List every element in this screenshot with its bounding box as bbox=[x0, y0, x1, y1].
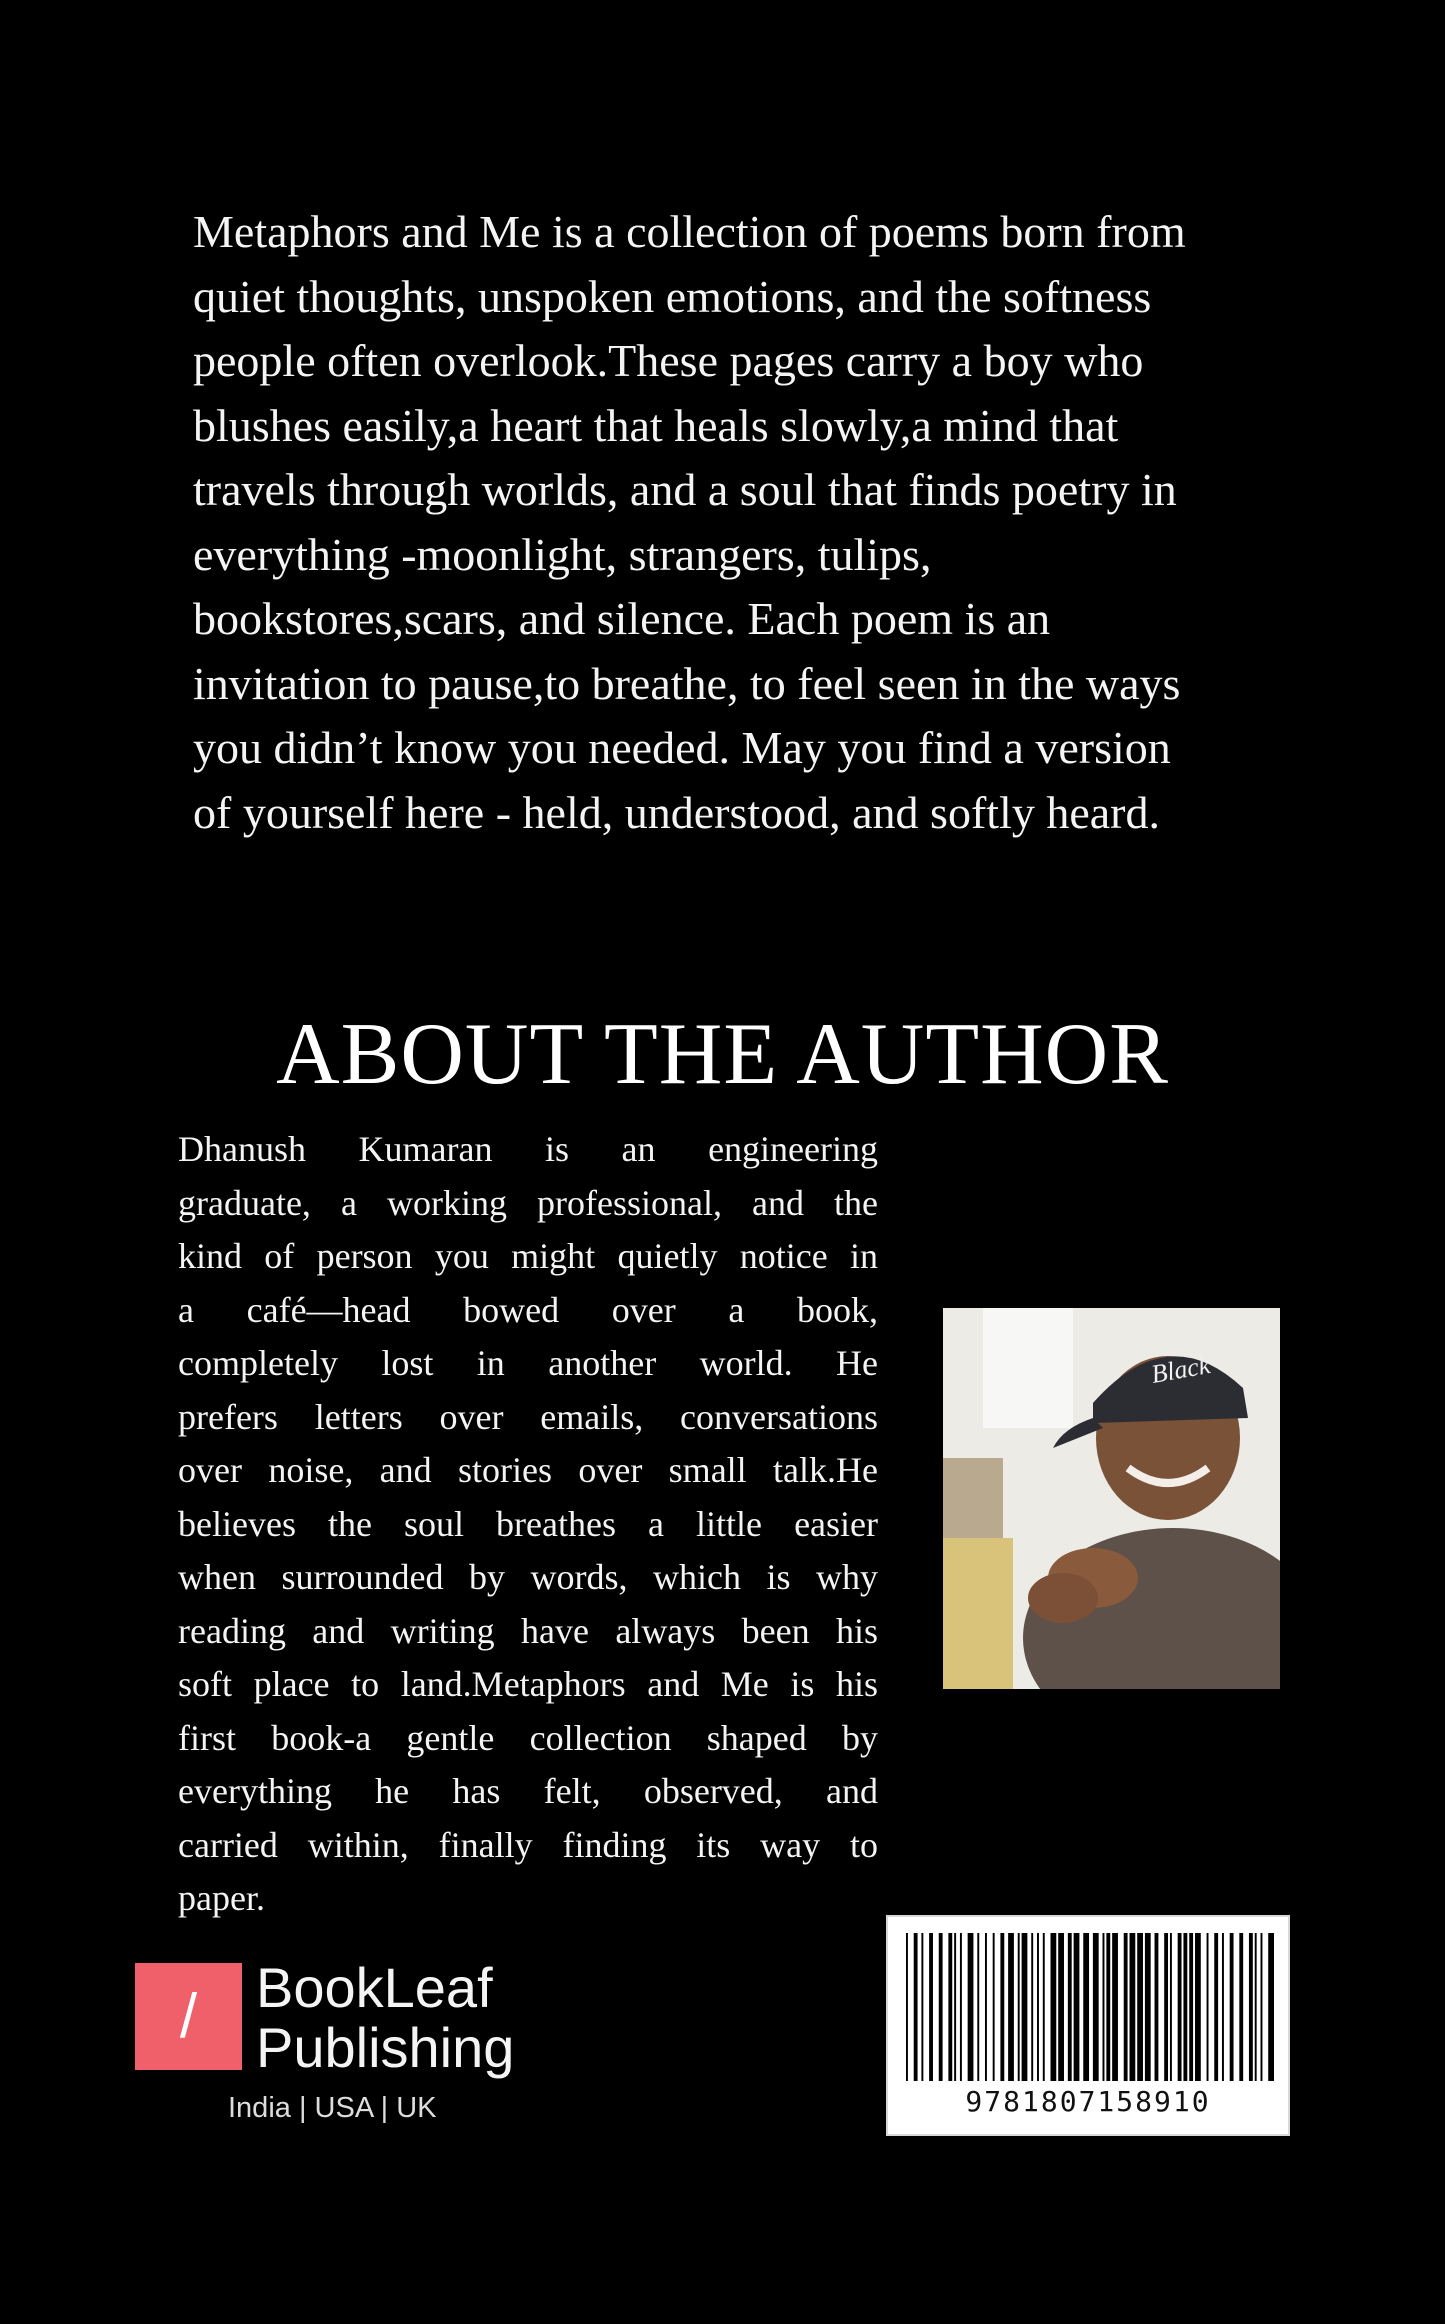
barcode-bar bbox=[948, 1933, 952, 2081]
publisher-name-line2: Publishing bbox=[256, 2016, 515, 2079]
barcode-bar bbox=[1137, 1933, 1143, 2081]
barcode-bar bbox=[1058, 1933, 1064, 2081]
barcode-bar bbox=[977, 1933, 979, 2081]
blurb-line: everything -moonlight, strangers, tulips, bbox=[193, 528, 932, 580]
publisher-logo bbox=[135, 1963, 242, 2070]
author-bio bbox=[178, 1123, 878, 1926]
barcode-bar bbox=[1222, 1933, 1224, 2081]
barcode-bar bbox=[1261, 1933, 1263, 2081]
barcode-bar bbox=[1189, 1933, 1193, 2081]
barcode-bar bbox=[993, 1933, 995, 2081]
barcode-bar bbox=[1074, 1933, 1080, 2081]
barcode-bar bbox=[1214, 1933, 1218, 2081]
bio-line: graduate, a working professional, and the bbox=[178, 1182, 878, 1223]
barcode-bar bbox=[1195, 1933, 1201, 2081]
blurb-line: of yourself here - held, understood, and softly heard. bbox=[193, 786, 1160, 838]
blurb-line: bookstores,scars, and silence. Each poem is an bbox=[193, 593, 1051, 644]
cap-logo-text: Black bbox=[1149, 1350, 1213, 1389]
bio-line: soft place to land.Metaphors and Me is his bbox=[178, 1664, 878, 1704]
barcode-bar bbox=[1178, 1933, 1182, 2081]
barcode-bar bbox=[1145, 1933, 1151, 2081]
barcode-bar bbox=[1239, 1933, 1243, 2081]
barcode-bar bbox=[1207, 1933, 1209, 2081]
barcode-bar bbox=[1164, 1933, 1168, 2081]
bio-line: first book-a gentle collection shaped by bbox=[178, 1717, 878, 1758]
publisher-name bbox=[256, 1958, 514, 2078]
bio-line: when surrounded by words, which is why bbox=[178, 1557, 878, 1597]
barcode-bar bbox=[960, 1933, 962, 2081]
barcode-bar bbox=[1018, 1933, 1020, 2081]
barcode-bar bbox=[929, 1933, 933, 2081]
barcode-bar bbox=[1106, 1933, 1110, 2081]
bio-line: prefers letters over emails, conversations bbox=[178, 1396, 878, 1437]
barcode-bar bbox=[1083, 1933, 1089, 2081]
barcode-bar bbox=[1170, 1933, 1172, 2081]
barcode-bar bbox=[1249, 1933, 1253, 2081]
publisher-logo-glyph: / bbox=[179, 1982, 198, 2051]
bio-line: carried within, finally finding its way to bbox=[178, 1824, 878, 1865]
author-photo bbox=[943, 1308, 1280, 1689]
barcode-bar bbox=[1124, 1933, 1128, 2081]
bio-line: everything he has felt, observed, and bbox=[178, 1771, 878, 1811]
barcode-bar bbox=[939, 1933, 943, 2081]
blurb-line: people often overlook.These pages carry a boy who bbox=[193, 335, 1144, 386]
barcode-bar bbox=[1068, 1933, 1072, 2081]
blurb-line: Metaphors and Me is a collection of poems born from bbox=[193, 206, 1186, 257]
isbn-barcode bbox=[886, 1915, 1290, 2136]
barcode-bar bbox=[1103, 1933, 1105, 2081]
about-the-author-heading: ABOUT THE AUTHOR bbox=[276, 1006, 1169, 1103]
barcode-bar bbox=[1255, 1933, 1257, 2081]
barcode-bar bbox=[1155, 1933, 1159, 2081]
bio-line: believes the soul breathes a little easier bbox=[178, 1503, 878, 1544]
blurb-line: blushes easily,a heart that heals slowly,a mind that bbox=[193, 399, 1119, 451]
barcode-bar bbox=[1031, 1933, 1033, 2081]
barcode-bar bbox=[954, 1933, 956, 2081]
barcode-bar bbox=[1022, 1933, 1028, 2081]
back-cover-blurb bbox=[193, 200, 1283, 845]
barcode-bar bbox=[1093, 1933, 1099, 2081]
barcode-bar bbox=[968, 1933, 974, 2081]
blurb-line: quiet thoughts, unspoken emotions, and the softness bbox=[193, 270, 1152, 322]
blurb-line: you didn’t know you needed. May you find a version bbox=[193, 722, 1171, 773]
barcode-bar bbox=[1112, 1933, 1118, 2081]
bio-line: kind of person you might quietly notice in bbox=[178, 1236, 878, 1276]
barcode-bar bbox=[1183, 1933, 1187, 2081]
bio-line: completely lost in another world. He bbox=[178, 1343, 878, 1383]
blurb-line: travels through worlds, and a soul that finds poetry in bbox=[193, 464, 1177, 515]
isbn-number: 9781807158910 bbox=[965, 2085, 1211, 2118]
barcode-bar bbox=[1230, 1933, 1234, 2081]
barcode-bar bbox=[921, 1933, 923, 2081]
barcode-bar bbox=[1043, 1933, 1045, 2081]
barcode-bar bbox=[906, 1933, 908, 2081]
bio-line: paper. bbox=[178, 1878, 265, 1918]
bio-line: reading and writing have always been his bbox=[178, 1610, 878, 1651]
barcode-bar bbox=[1000, 1933, 1004, 2081]
blurb-line: invitation to pause,to breathe, to feel seen in the ways bbox=[193, 657, 1181, 709]
publisher-name-line1: BookLeaf bbox=[256, 1956, 493, 2019]
barcode-bar bbox=[914, 1933, 918, 2081]
barcode-bar bbox=[1268, 1933, 1274, 2081]
bio-line: Dhanush Kumaran is an engineering bbox=[178, 1129, 878, 1169]
bio-line: over noise, and stories over small talk.He bbox=[178, 1450, 878, 1490]
barcode-bar bbox=[1051, 1933, 1057, 2081]
barcode-bar bbox=[1008, 1933, 1014, 2081]
barcode-bar bbox=[1037, 1933, 1039, 2081]
bio-line: a café—head bowed over a book, bbox=[178, 1289, 878, 1330]
barcode-bar bbox=[1130, 1933, 1136, 2081]
barcode-bars bbox=[906, 1933, 1274, 2081]
barcode-bar bbox=[985, 1933, 987, 2081]
author-photo-illustration bbox=[943, 1308, 1280, 1689]
publisher-regions: India | USA | UK bbox=[228, 2092, 437, 2124]
